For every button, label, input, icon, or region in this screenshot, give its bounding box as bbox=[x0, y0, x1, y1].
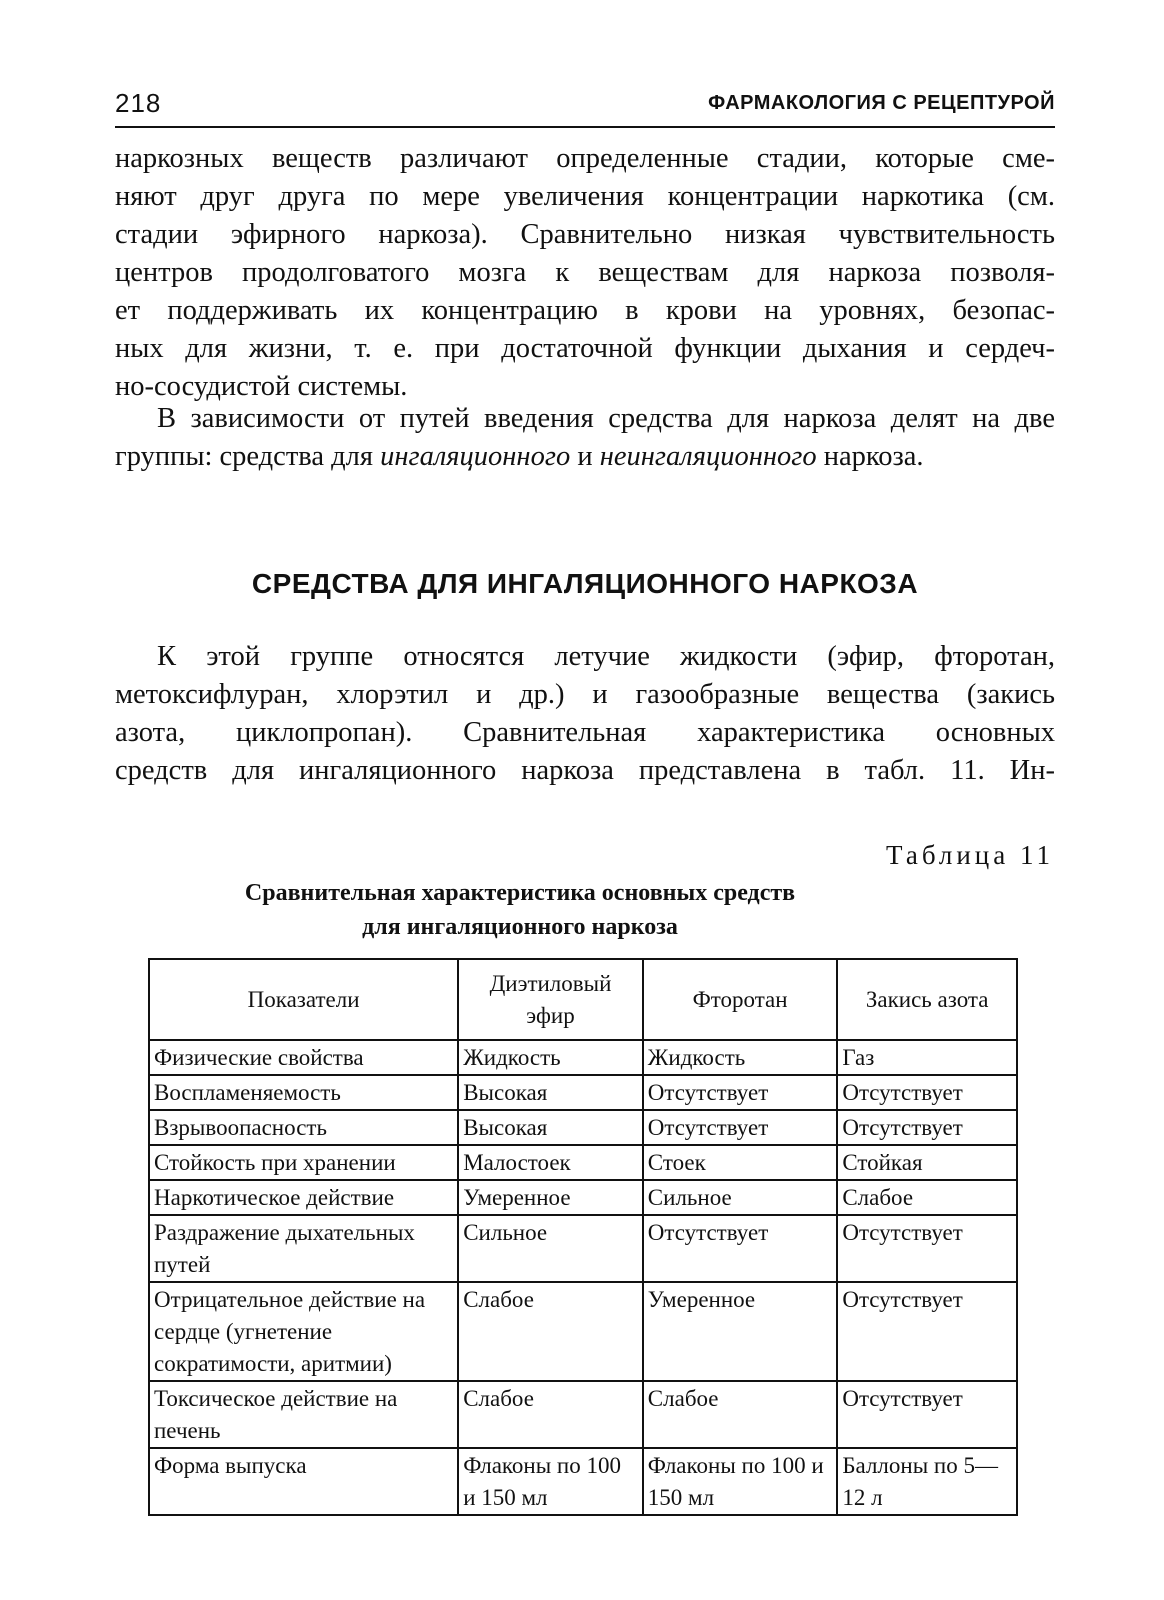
table-cell: Раздражение дыхательных путей bbox=[149, 1215, 458, 1282]
table-cell: Стоек bbox=[643, 1145, 838, 1180]
table-number: Таблица 11 bbox=[886, 840, 1054, 870]
table-cell: Малостоек bbox=[458, 1145, 643, 1180]
running-title: ФАРМАКОЛОГИЯ С РЕЦЕПТУРОЙ bbox=[708, 92, 1055, 114]
table-cell: Высокая bbox=[458, 1110, 643, 1145]
comparison-table bbox=[148, 958, 1018, 1516]
text-line: наркозных веществ различают определенные стадии, которые сме- bbox=[115, 143, 1055, 174]
table-cell: Физические свойства bbox=[149, 1040, 458, 1075]
page-header bbox=[115, 84, 1055, 128]
table-cell: Слабое bbox=[458, 1282, 643, 1381]
table-cell: Умеренное bbox=[643, 1282, 838, 1381]
text-line: стадии эфирного наркоза). Сравнительно низкая чувствительность bbox=[115, 219, 1055, 250]
table-cell: Жидкость bbox=[458, 1040, 643, 1075]
table-cell: Воспламеняемость bbox=[149, 1075, 458, 1110]
text-line: В зависимости от путей введения средства для наркоза делят на две bbox=[157, 403, 1055, 434]
text-line: центров продолговатого мозга к веществам для наркоза позволя- bbox=[115, 257, 1055, 288]
paragraph-groups bbox=[115, 400, 1055, 476]
table-row bbox=[149, 1448, 1017, 1515]
table-cell: Отсутствует bbox=[837, 1075, 1017, 1110]
table-cell: Высокая bbox=[458, 1075, 643, 1110]
page-number: 218 bbox=[115, 88, 162, 118]
column-header: Закись азота bbox=[837, 959, 1017, 1040]
text-fragment: группы: средства для bbox=[115, 441, 381, 472]
text-line bbox=[115, 438, 1055, 476]
table-cell: Сильное bbox=[458, 1215, 643, 1282]
table-row bbox=[149, 1040, 1017, 1075]
table-row bbox=[149, 1145, 1017, 1180]
text-line: азота, циклопропан). Сравнительная характеристика основных bbox=[115, 717, 1055, 748]
column-header: Диэтиловый эфир bbox=[458, 959, 643, 1040]
table-cell: Умеренное bbox=[458, 1180, 643, 1215]
table-cell: Отсутствует bbox=[837, 1110, 1017, 1145]
text-line: К этой группе относятся летучие жидкости (эфир, фторотан, bbox=[157, 641, 1055, 672]
table-cell: Отсутствует bbox=[837, 1282, 1017, 1381]
table-row bbox=[149, 1282, 1017, 1381]
table-row bbox=[149, 1110, 1017, 1145]
italic-term-noninhalation: неингаляционного bbox=[599, 441, 817, 472]
table-caption bbox=[180, 876, 860, 944]
table-cell: Отсутствует bbox=[643, 1110, 838, 1145]
text-line: средств для ингаляционного наркоза представлена в табл. 11. Ин- bbox=[115, 755, 1055, 786]
text-fragment: наркоза. bbox=[816, 441, 924, 472]
table-cell: Слабое bbox=[837, 1180, 1017, 1215]
table-cell: Отсутствует bbox=[643, 1075, 838, 1110]
table-cell: Флаконы по 100 и 150 мл bbox=[643, 1448, 838, 1515]
table-cell: Жидкость bbox=[643, 1040, 838, 1075]
italic-term-inhalation: ингаляционного bbox=[380, 441, 571, 472]
table-cell: Слабое bbox=[643, 1381, 838, 1448]
table-row bbox=[149, 1215, 1017, 1282]
table-cell: Флаконы по 100 и 150 мл bbox=[458, 1448, 643, 1515]
table-caption-line: для ингаляционного наркоза bbox=[362, 914, 678, 940]
text-fragment: и bbox=[570, 441, 600, 472]
column-header: Фторотан bbox=[643, 959, 838, 1040]
table-cell: Токсическое действие на печень bbox=[149, 1381, 458, 1448]
table-cell: Отсутствует bbox=[643, 1215, 838, 1282]
table-cell: Баллоны по 5—12 л bbox=[837, 1448, 1017, 1515]
table-cell: Форма выпуска bbox=[149, 1448, 458, 1515]
table-cell: Отсутствует bbox=[837, 1381, 1017, 1448]
text-line: няют друг друга по мере увеличения концентрации наркотика (см. bbox=[115, 181, 1055, 212]
column-header: Показатели bbox=[149, 959, 458, 1040]
text-line: но-сосудистой системы. bbox=[115, 371, 408, 402]
table-row bbox=[149, 1381, 1017, 1448]
table-cell: Слабое bbox=[458, 1381, 643, 1448]
table-cell: Сильное bbox=[643, 1180, 838, 1215]
table-caption-line: Сравнительная характеристика основных средств bbox=[244, 880, 796, 906]
section-heading: СРЕДСТВА ДЛЯ ИНГАЛЯЦИОННОГО НАРКОЗА bbox=[251, 568, 919, 599]
table-row bbox=[149, 1075, 1017, 1110]
text-line: ных для жизни, т. е. при достаточной функции дыхания и сердеч- bbox=[115, 333, 1055, 364]
table-cell: Отсутствует bbox=[837, 1215, 1017, 1282]
table-cell: Наркотическое действие bbox=[149, 1180, 458, 1215]
table-cell: Газ bbox=[837, 1040, 1017, 1075]
table-cell: Отрицательное действие на сердце (угнетение сократимости, аритмии) bbox=[149, 1282, 458, 1381]
text-line: метоксифлуран, хлорэтил и др.) и газообразные вещества (закись bbox=[115, 679, 1055, 710]
table-cell: Стойкая bbox=[837, 1145, 1017, 1180]
paragraph-intro bbox=[115, 638, 1055, 790]
table-header-row bbox=[149, 959, 1017, 1040]
table-row bbox=[149, 1180, 1017, 1215]
paragraph-continued bbox=[115, 140, 1055, 406]
table-cell: Взрывоопасность bbox=[149, 1110, 458, 1145]
table-cell: Стойкость при хранении bbox=[149, 1145, 458, 1180]
text-line: ет поддерживать их концентрацию в крови на уровнях, безопас- bbox=[115, 295, 1055, 326]
